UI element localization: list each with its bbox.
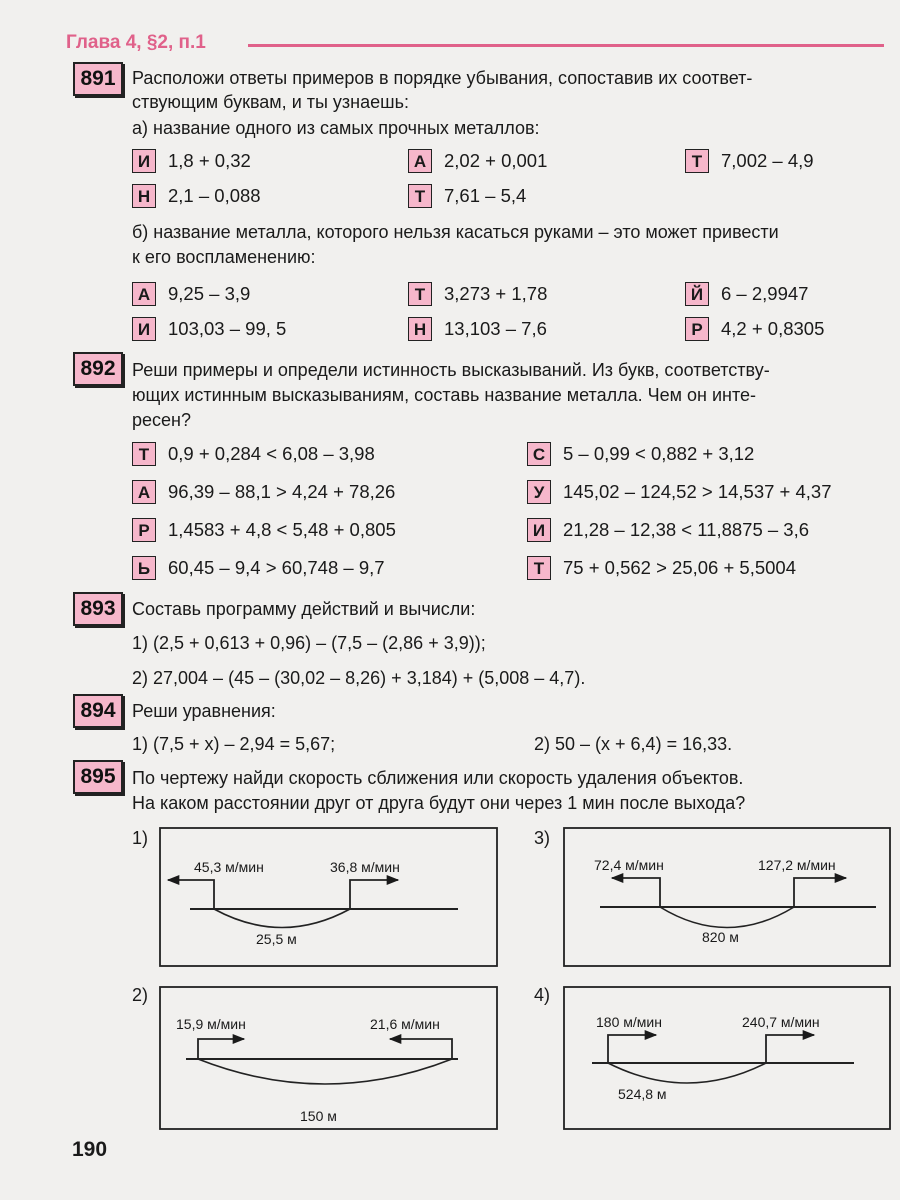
ex891-text-line2: ствующим буквам, и ты узнаешь: — [132, 92, 409, 112]
expression: 96,39 – 88,1 > 4,24 + 78,26 — [168, 481, 396, 502]
ex892-item — [132, 441, 375, 467]
expression: 0,9 + 0,284 < 6,08 – 3,98 — [168, 443, 375, 464]
object-1-arrow — [612, 878, 660, 907]
speed-label-2: 127,2 м/мин — [758, 857, 836, 873]
speed-label-1: 45,3 м/мин — [194, 859, 264, 875]
page-number: 190 — [72, 1138, 108, 1161]
ex891-b-item — [408, 316, 547, 342]
ex892-item — [527, 441, 754, 467]
object-1-arrow — [168, 880, 214, 909]
ex891-b-item — [408, 281, 547, 307]
object-2-arrow — [390, 1039, 452, 1059]
letter-box: Й — [685, 282, 709, 306]
ex892-text-line3: ресен? — [132, 410, 191, 430]
expression: 6 – 2,9947 — [721, 283, 809, 304]
diagram-frame — [564, 828, 890, 966]
distance-label: 25,5 м — [256, 931, 297, 947]
letter-box: Р — [685, 317, 709, 341]
diagram-label: 2) — [132, 985, 149, 1005]
diagram-frame — [160, 828, 497, 966]
motion-diagram-3 — [532, 820, 894, 970]
expression: 21,28 – 12,38 < 11,8875 – 3,6 — [563, 519, 810, 540]
ex893-item2: 2) 27,004 – (45 – (30,02 – 8,26) + 3,184) + (5,008 – 4,7). — [132, 668, 586, 688]
motion-diagram-1 — [128, 820, 503, 970]
exercise-number-893: 893 — [73, 592, 123, 626]
letter-box: Т — [132, 442, 156, 466]
speed-label-2: 21,6 м/мин — [370, 1016, 440, 1032]
ex895-text-line1: По чертежу найди скорость сближения или скорость удаления объектов. — [132, 768, 744, 788]
ex892-text-line2: ющих истинным высказываниям, составь название металла. Чем он инте- — [132, 385, 756, 405]
speed-label-1: 15,9 м/мин — [176, 1016, 246, 1032]
letter-box: Н — [132, 184, 156, 208]
expression: 4,2 + 0,8305 — [721, 318, 825, 339]
expression: 7,002 – 4,9 — [721, 150, 814, 171]
speed-label-1: 180 м/мин — [596, 1014, 662, 1030]
letter-box: Н — [408, 317, 432, 341]
expression: 7,61 – 5,4 — [444, 185, 527, 206]
distance-arc — [198, 1059, 452, 1084]
letter-box: Т — [685, 149, 709, 173]
object-2-arrow — [766, 1035, 814, 1063]
letter-box: Ь — [132, 556, 156, 580]
speed-label-2: 240,7 м/мин — [742, 1014, 820, 1030]
ex892-item — [527, 517, 809, 543]
expression: 2,1 – 0,088 — [168, 185, 261, 206]
ex892-item — [527, 555, 796, 581]
expression: 5 – 0,99 < 0,882 + 3,12 — [563, 443, 755, 464]
distance-label: 524,8 м — [618, 1086, 667, 1102]
letter-box: Т — [527, 556, 551, 580]
expression: 13,103 – 7,6 — [444, 318, 547, 339]
expression: 1,8 + 0,32 — [168, 150, 251, 171]
letter-box: А — [408, 149, 432, 173]
expression: 75 + 0,562 > 25,06 + 5,5004 — [563, 557, 797, 578]
header-rule — [248, 44, 884, 47]
expression: 103,03 – 99, 5 — [168, 318, 287, 339]
letter-box: У — [527, 480, 551, 504]
exercise-number-895: 895 — [73, 760, 123, 794]
expression: 2,02 + 0,001 — [444, 150, 548, 171]
ex891-a-item — [685, 148, 814, 174]
letter-box: И — [527, 518, 551, 542]
distance-arc — [214, 909, 350, 928]
distance-label: 150 м — [300, 1108, 337, 1124]
motion-diagram-2 — [128, 983, 503, 1133]
ex894-item2: 2) 50 – (x + 6,4) = 16,33. — [534, 734, 733, 754]
ex891-b-item — [132, 316, 286, 342]
ex891-b-item — [132, 281, 250, 307]
expression: 60,45 – 9,4 > 60,748 – 9,7 — [168, 557, 385, 578]
object-2-arrow — [794, 878, 846, 907]
letter-box: А — [132, 480, 156, 504]
expression: 9,25 – 3,9 — [168, 283, 251, 304]
ex891-a-item — [132, 148, 251, 174]
ex892-item — [132, 555, 385, 581]
exercise-number-892: 892 — [73, 352, 123, 386]
letter-box: А — [132, 282, 156, 306]
ex891-part-b-line2: к его воспламенению: — [132, 247, 316, 267]
diagram-label: 3) — [534, 828, 551, 848]
ex892-text-line1: Реши примеры и определи истинность высказываний. Из букв, соответству- — [132, 360, 770, 380]
speed-label-2: 36,8 м/мин — [330, 859, 400, 875]
chapter-header — [66, 30, 886, 60]
object-1-arrow — [198, 1039, 244, 1059]
ex894-item1: 1) (7,5 + x) – 2,94 = 5,67; — [132, 734, 336, 754]
ex891-text-line1: Расположи ответы примеров в порядке убывания, сопоставив их соответ- — [132, 68, 753, 88]
expression: 3,273 + 1,78 — [444, 283, 548, 304]
letter-box: И — [132, 149, 156, 173]
motion-diagram-4 — [532, 983, 894, 1133]
ex892-item — [132, 517, 396, 543]
expression: 145,02 – 124,52 > 14,537 + 4,37 — [563, 481, 832, 502]
letter-box: Р — [132, 518, 156, 542]
ex891-a-item — [132, 183, 261, 209]
letter-box: Т — [408, 184, 432, 208]
diagram-label: 1) — [132, 828, 149, 848]
ex891-part-b-line1: б) название металла, которого нельзя касаться руками – это может привести — [132, 222, 779, 242]
object-1-arrow — [608, 1035, 656, 1063]
exercise-number-894: 894 — [73, 694, 123, 728]
ex893-title: Составь программу действий и вычисли: — [132, 599, 476, 619]
exercise-number-891: 891 — [73, 62, 123, 96]
ex892-item — [132, 479, 395, 505]
diagram-label: 4) — [534, 985, 551, 1005]
ex894-title: Реши уравнения: — [132, 701, 276, 721]
ex893-item1: 1) (2,5 + 0,613 + 0,96) – (7,5 – (2,86 + 3,9)); — [132, 633, 486, 653]
letter-box: Т — [408, 282, 432, 306]
ex891-b-item — [685, 281, 808, 307]
ex892-item — [527, 479, 832, 505]
chapter-title: Глава 4, §2, п.1 — [66, 32, 206, 53]
distance-arc — [660, 907, 794, 928]
letter-box: И — [132, 317, 156, 341]
ex891-part-a-title: а) название одного из самых прочных металлов: — [132, 118, 540, 138]
ex891-a-item — [408, 148, 547, 174]
object-2-arrow — [350, 880, 398, 909]
expression: 1,4583 + 4,8 < 5,48 + 0,805 — [168, 519, 396, 540]
ex895-text-line2: На каком расстоянии друг от друга будут они через 1 мин после выхода? — [132, 793, 746, 813]
ex891-b-item — [685, 316, 824, 342]
letter-box: С — [527, 442, 551, 466]
distance-arc — [608, 1063, 766, 1083]
diagram-frame — [564, 987, 890, 1129]
ex891-a-item — [408, 183, 526, 209]
distance-label: 820 м — [702, 929, 739, 945]
speed-label-1: 72,4 м/мин — [594, 857, 664, 873]
